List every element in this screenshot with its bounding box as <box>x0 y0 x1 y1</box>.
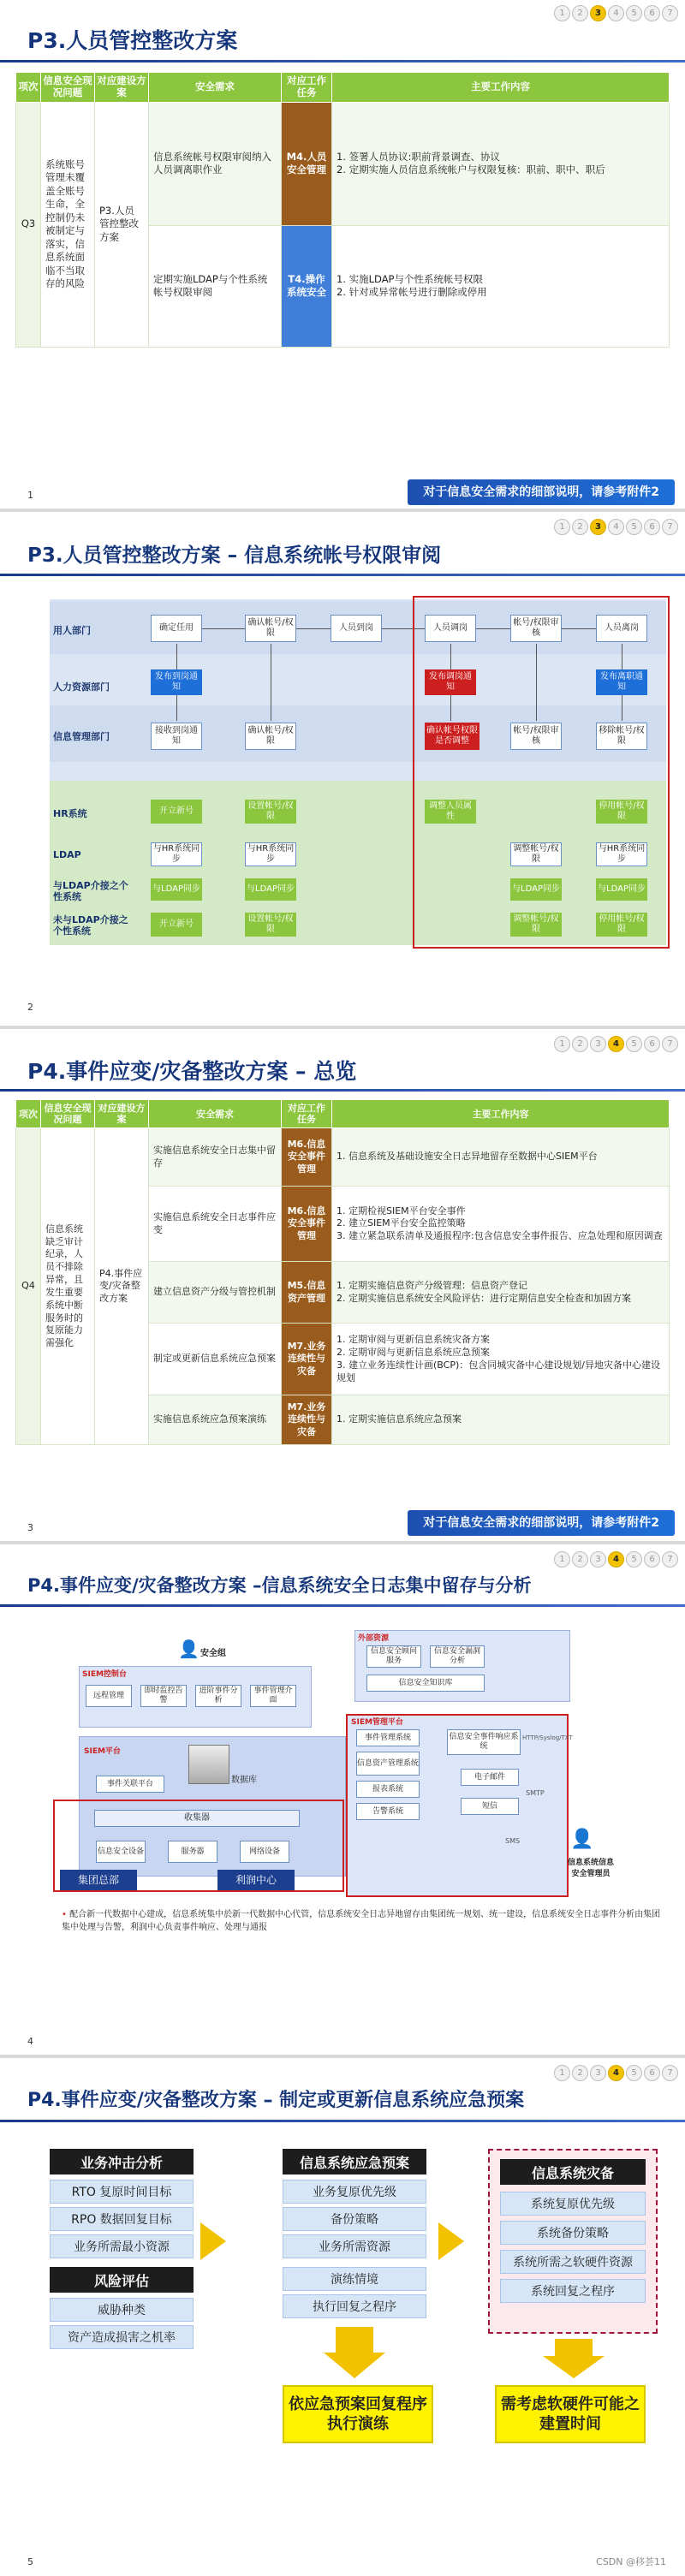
flow-step: 人员调岗 <box>425 615 476 642</box>
plan-table: 项次 信息安全现况问题 对应建设方案 安全需求 对应工作任务 主要工作内容 Q3 系统账号管理未覆盖全账号生命，全控制仍未被制定与落实，信息系统面临不当取存的风险 P3.人员管控整改方案 信息系统帐号权限审阅纳入人员调离职作业 M4.人员安全管理 1. 签署人员协议:职前背景调查、协议 2. 定期实施人员信息系统帐户与权限复核：职前、职中、职后 定期实施LDAP与个性系统帐号权限审阅 T4.操作系统安全 1. 实施LDAP与个性系统帐号权限 2. 针对或异常帐号进行删除或停用 <box>15 72 670 348</box>
arrow-down <box>555 2339 593 2356</box>
flow-step: 确认帐号权限是否调整 <box>425 723 480 750</box>
flow-step: 调整帐号/权限 <box>510 913 562 937</box>
need-cell: 信息系统帐号权限审阅纳入人员调离职作业 <box>149 102 282 225</box>
flow-step: 与HR系统同步 <box>596 842 647 866</box>
content-cell: 1. 定期检视SIEM平台安全事件 2. 建立SIEM平台安全监控策略 3. 建立紧急联系清单及通报程序:包含信息安全事件报告、应急处理和原因调查 <box>332 1187 670 1262</box>
content-cell: 1. 定期实施信息系统应急预案 <box>332 1395 670 1445</box>
dr-header: 信息系统灾备 <box>500 2159 646 2185</box>
task-cell: T4.操作系统安全 <box>282 225 332 347</box>
highlight-frame <box>413 596 670 949</box>
flow-step: 人员离岗 <box>596 615 647 642</box>
flow-step: 确认帐号/权限 <box>245 615 296 642</box>
slide-separator <box>0 1026 685 1029</box>
slide-1 <box>0 0 685 507</box>
title-rule <box>0 2120 685 2122</box>
page-number: 4 <box>27 2036 33 2047</box>
title-rule <box>0 574 685 576</box>
slide-title: P4.事件应变/灾备整改方案 – 总览 <box>27 1059 357 1084</box>
callout-drill: 依应急预案回复程序执行演练 <box>283 2385 433 2443</box>
lane-label: HR系统 <box>53 808 87 819</box>
slide-title: P3.人员管控整改方案 – 信息系统帐号权限审阅 <box>27 544 442 567</box>
flow-step: 发布调岗通知 <box>425 669 476 695</box>
slide-pager[interactable]: 1 2 3 4 5 6 7 <box>554 5 678 21</box>
slide-title: P3.人员管控整改方案 <box>27 28 238 53</box>
person-icon: 👤 <box>178 1639 200 1659</box>
flow-step: 设置帐号/权限 <box>245 800 296 824</box>
flow-step: 确定任用 <box>151 615 202 642</box>
lane-label: 用人部门 <box>53 625 91 636</box>
content-cell: 1. 实施LDAP与个性系统帐号权限 2. 针对或异常帐号进行删除或停用 <box>332 225 670 347</box>
flow-step: 确认帐号/权限 <box>245 723 296 750</box>
slide-pager[interactable]: 1 2 3 4 5 6 7 <box>554 519 678 535</box>
arrow-down <box>324 2353 385 2378</box>
flow-step: 与HR系统同步 <box>245 842 296 866</box>
lane-label: 未与LDAP介接之个性系统 <box>53 914 128 937</box>
task-cell: M6.信息安全事件管理 <box>282 1128 332 1187</box>
flow-step: 停用帐号/权限 <box>596 800 647 824</box>
callout-build: 需考虑软硬件可能之建置时间 <box>495 2385 646 2443</box>
arrow-down <box>543 2356 605 2378</box>
flow-step: 停用帐号/权限 <box>596 913 647 937</box>
item-cell: Q4 <box>16 1128 41 1445</box>
slide-3 <box>0 1031 685 1539</box>
flow-step: 发布离职通知 <box>596 669 647 695</box>
title-rule <box>0 60 685 62</box>
flow-step: 与LDAP同步 <box>151 878 202 901</box>
content-cell: 1. 信息系统及基础设施安全日志异地留存至数据中心SIEM平台 <box>332 1128 670 1187</box>
task-cell: M7.业务连续性与灾备 <box>282 1395 332 1445</box>
lane-label: LDAP <box>53 849 81 860</box>
server-icon <box>188 1745 229 1784</box>
bia-header: 业务冲击分析 <box>50 2149 194 2174</box>
task-cell: M4.人员安全管理 <box>282 102 332 225</box>
page-number: 5 <box>27 2556 33 2567</box>
item-cell: Q3 <box>16 102 41 347</box>
title-rule <box>0 1604 685 1607</box>
flow-step: 与LDAP同步 <box>245 878 296 901</box>
flow-step: 与LDAP同步 <box>596 878 647 901</box>
page-number: 2 <box>27 1002 33 1013</box>
flow-step: 接收到岗通知 <box>151 723 202 750</box>
need-cell: 实施信息系统安全日志集中留存 <box>149 1128 282 1187</box>
need-cell: 实施信息系统应急预案演练 <box>149 1395 282 1445</box>
flow-step: 人员到岗 <box>331 615 382 642</box>
slide-pager[interactable]: 1 2 3 4 5 6 7 <box>554 1036 678 1052</box>
issue-cell: 信息系统缺乏审计纪录，人员不排除异常，且发生重要系统中断服务时的复原能力需强化 <box>41 1128 95 1445</box>
flow-step: 与HR系统同步 <box>151 842 202 866</box>
lane-label: 人力资源部门 <box>53 681 110 693</box>
slide-pager[interactable]: 1 2 3 4 5 6 7 <box>554 2065 678 2081</box>
flow-step: 开立新号 <box>151 913 202 937</box>
slide-separator <box>0 2055 685 2058</box>
watermark: CSDN @移荟11 <box>596 2556 666 2567</box>
need-cell: 定期实施LDAP与个性系统帐号权限审阅 <box>149 225 282 347</box>
slide-pager[interactable]: 1 2 3 4 5 6 7 <box>554 1551 678 1568</box>
plan-table: 项次 信息安全现况问题 对应建设方案 安全需求 对应工作任务 主要工作内容 Q4 信息系统缺乏审计纪录，人员不排除异常，且发生重要系统中断服务时的复原能力需强化 P4.事件应变/灾备整改方案 实施信息系统安全日志集中留存 M6.信息安全事件管理 1. 信息系统及基础设施安全日志异地留存至数据中心SIEM平台 实施信息系统安全日志事件应变 M6.信息安全事件管理 1. 定期检视SIEM平台安全事件 2. 建立SIEM平台安全监控策略 3. 建立紧急联系清单及通报程序:包含信息安全事件报告、应急处理和原因调查 建立信息资产分级与管控机制 M5.信息资产管理 1. 定期实施信息资产分级管理：信息资产登记 2. 定期实施信息系统安全风险评估：进行定期信息安全检查和加固方案 制定或更新信息系统应急预案 M7.业务连续性与灾备 1. 定期审阅与更新信息系统灾备方案 2. 定期审阅与更新信息系统应急预案 3. 建立业务连续性计画(BCP)：包含同城灾备中心建设规划/异地灾备中心建设规划 实施信息系统应急预案演练 M7.业务连续性与灾备 1. 定期实施信息系统应急预案 <box>15 1099 670 1445</box>
flow-step: 调整人员属性 <box>425 800 476 824</box>
flow-step: 与LDAP同步 <box>510 878 562 901</box>
arrow-right <box>438 2222 464 2260</box>
lane-label: 信息管理部门 <box>53 731 110 742</box>
slide-separator <box>0 1541 685 1544</box>
bullet-note: • 配合新一代数据中心建成，信息系统集中於新一代数据中心代管，信息系统安全日志异地留存由集团统一规划、统一建设，信息系统安全日志事件分析由集团集中处理与告警，利润中心负责事件响应、处理与通报 <box>62 1910 661 1932</box>
task-cell: M5.信息资产管理 <box>282 1262 332 1324</box>
person-icon: 👤 <box>570 1829 594 1850</box>
flow-step: 移除帐号/权限 <box>596 723 647 750</box>
risk-header: 风险评估 <box>50 2267 194 2293</box>
slide-2 <box>0 514 685 1024</box>
slide-4: 1 2 3 4 5 6 7 P4.事件应变/灾备整改方案 –信息系统安全日志集中留存与分析 SIEM控制台 远程管理 即时监控告警 进阶事件分析 事件管理介面 👤 安全组 SIEM平台 数据库 事件关联平台 收集器 信息安全设备 服务器 网络设备 集团总部 利润中心 外部资源 信息安全顾问服务 信息安全漏洞分析 信息安全知识库 SIEM管理平台 事件管理系统 信息资产管理系统 报表系统 告警系统 信息安全事件响应系统 电子邮件 短信 SMTP SMS HTTP/Syslog/TXT 👤 信息系统信息安全管理员 • 配合新一代数据中心建成，信息系统集中於新一代数据中心代管，信息系统安全日志异地留存由集团统一规划、统一建设，信息系统安全日志事件分析由集团集中处理与告警，利润中心负责事件响应、处理与通报 4 <box>0 1546 685 2053</box>
slide-separator <box>0 509 685 512</box>
plan-cell: P3.人员管控整改方案 <box>95 102 149 347</box>
flow-step: 帐号/权限审核 <box>510 723 562 750</box>
page-number: 3 <box>27 1522 33 1533</box>
title-rule <box>0 1089 685 1092</box>
issue-cell: 系统账号管理未覆盖全账号生命，全控制仍未被制定与落实，信息系统面临不当取存的风险 <box>41 102 95 347</box>
need-cell: 实施信息系统安全日志事件应变 <box>149 1187 282 1262</box>
plan-cell: P4.事件应变/灾备整改方案 <box>95 1128 149 1445</box>
flow-step: 发布到岗通知 <box>151 669 202 695</box>
flow-step: 调整帐号/权限 <box>510 842 562 866</box>
arrow-down <box>336 2327 373 2353</box>
content-cell: 1. 定期审阅与更新信息系统灾备方案 2. 定期审阅与更新信息系统应急预案 3. 建立业务连续性计画(BCP)：包含同城灾备中心建设规划/异地灾备中心建设规划 <box>332 1324 670 1395</box>
appendix-note: 对于信息安全需求的细部说明，请参考附件2 <box>408 1510 675 1536</box>
slide-5: 1 2 3 4 5 6 7 P4.事件应变/灾备整改方案 – 制定或更新信息系统应急预案 业务冲击分析 RTO 复原时间目标 RPO 数据回复目标 业务所需最小资源 风险评估 威胁种类 资产造成损害之机率 信息系统应急预案 业务复原优先级 备份策略 业务所需资源 演练情境 执行回复之程序 信息系统灾备 系统复原优先级 系统备份策略 系统所需之软硬件资源 系统回复之程序 依应急预案回复程序执行演练 需考虑软硬件可能之建置时间 5 CSDN @移荟11 <box>0 2060 685 2576</box>
flow-step: 设置帐号/权限 <box>245 913 296 937</box>
slide-title: P4.事件应变/灾备整改方案 –信息系统安全日志集中留存与分析 <box>27 1575 532 1596</box>
flow-step: 帐号/权限审核 <box>510 615 562 642</box>
need-cell: 制定或更新信息系统应急预案 <box>149 1324 282 1395</box>
task-cell: M7.业务连续性与灾备 <box>282 1324 332 1395</box>
lane-label: 与LDAP介接之个性系统 <box>53 880 128 903</box>
page-number: 1 <box>27 490 33 501</box>
plan-header: 信息系统应急预案 <box>283 2149 426 2174</box>
content-cell: 1. 签署人员协议:职前背景调查、协议 2. 定期实施人员信息系统帐户与权限复核：职前、职中、职后 <box>332 102 670 225</box>
need-cell: 建立信息资产分级与管控机制 <box>149 1262 282 1324</box>
content-cell: 1. 定期实施信息资产分级管理：信息资产登记 2. 定期实施信息系统安全风险评估：进行定期信息安全检查和加固方案 <box>332 1262 670 1324</box>
appendix-note: 对于信息安全需求的细部说明，请参考附件2 <box>408 479 675 505</box>
flow-step: 开立新号 <box>151 800 202 824</box>
task-cell: M6.信息安全事件管理 <box>282 1187 332 1262</box>
slide-title: P4.事件应变/灾备整改方案 – 制定或更新信息系统应急预案 <box>27 2090 525 2111</box>
arrow-right <box>200 2222 226 2260</box>
